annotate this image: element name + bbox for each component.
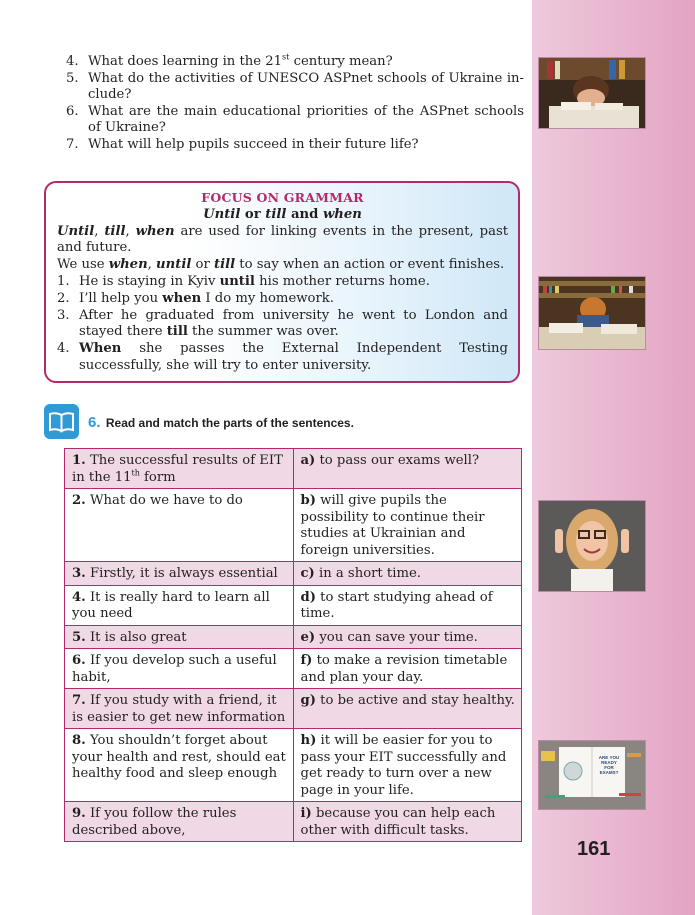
item-letter: d): [300, 589, 316, 605]
text: and: [286, 206, 323, 222]
table-cell-left: [65, 625, 294, 649]
table-cell-left: [65, 585, 294, 625]
keyword: when: [108, 257, 148, 273]
table-row: [65, 802, 522, 842]
keyword: until: [219, 273, 255, 289]
exam-photo-text: ARE YOU READY FOR EXAMS?: [598, 755, 620, 775]
question-text-part: What does learning in the 21: [88, 54, 283, 69]
text: his mother returns home.: [254, 273, 430, 289]
cell-text: will give pupils the possibility to continue their studies at Ukrainian and foreign universities.: [300, 493, 485, 558]
table-row: [65, 585, 522, 625]
focus-title: FOCUS ON GRAMMAR: [201, 190, 364, 205]
table-cell-left: [65, 489, 294, 562]
matching-table: [64, 448, 522, 842]
item-number: 9.: [72, 806, 86, 821]
table-cell-left: [65, 449, 294, 489]
keyword: when: [322, 206, 362, 222]
example-item: [57, 341, 508, 375]
table-row: [65, 489, 522, 562]
cell-text: If you follow the rules described above,: [72, 806, 237, 838]
table-cell-right: [293, 649, 522, 689]
cell-text: to make a revision timetable and plan your day.: [300, 653, 508, 685]
question-text: What do the activities of UNESCO ASPnet schools of Ukraine in-clude?: [88, 70, 524, 102]
photo-library-study: [538, 276, 646, 350]
task-instruction: Read and match the parts of the sentences.: [105, 416, 354, 430]
cell-text: because you can help each other with difficult tasks.: [300, 806, 496, 838]
keyword: till: [265, 206, 287, 222]
item-letter: f): [300, 653, 313, 668]
focus-rule-1: [57, 224, 508, 258]
table-row: [65, 689, 522, 729]
item-letter: a): [300, 453, 316, 468]
table-row: [65, 449, 522, 489]
table-cell-right: [293, 562, 522, 586]
example-number: 4.: [57, 341, 70, 357]
example-number: 1.: [57, 273, 70, 289]
example-item: [57, 291, 508, 308]
cell-text: You shouldn’t forget about your health and rest, should eat healthy food and sleep enough: [72, 733, 286, 781]
table-cell-left: [65, 689, 294, 729]
item-number: 8.: [72, 733, 86, 748]
example-item: [57, 274, 508, 291]
text: ,: [125, 223, 136, 239]
table-cell-right: [293, 489, 522, 562]
text: I do my homework.: [201, 290, 334, 306]
table-cell-left: [65, 729, 294, 802]
example-item: [57, 308, 508, 342]
photo-girl-fingers-crossed: [538, 500, 646, 592]
keyword: Until: [57, 223, 95, 239]
table-cell-right: [293, 625, 522, 649]
text: I’ll help you: [79, 290, 163, 306]
question-number: 7.: [66, 136, 79, 152]
question-number: 5.: [66, 70, 79, 86]
cell-text: Firstly, it is always essential: [85, 566, 278, 581]
cell-text: in a short time.: [314, 566, 421, 581]
table-row: [65, 649, 522, 689]
table-cell-right: [293, 449, 522, 489]
item-number: 7.: [72, 693, 86, 708]
question-number: 4.: [66, 54, 79, 69]
focus-on-grammar-box: [44, 181, 520, 383]
page-number: 161: [577, 838, 611, 860]
table-cell-left: [65, 802, 294, 842]
cell-text: If you study with a friend, it is easier to get new information: [72, 693, 286, 725]
keyword: when: [135, 223, 175, 239]
open-book-icon: [44, 404, 79, 439]
text: to say when an action or event finishes.: [235, 257, 505, 273]
keyword: Until: [203, 206, 241, 222]
keyword: till: [213, 257, 236, 273]
example-text: [79, 274, 508, 291]
text: We use: [57, 257, 109, 273]
text: After he graduated from university he went to London and stayed there: [79, 307, 508, 340]
text: or: [240, 206, 266, 222]
table-cell-right: [293, 585, 522, 625]
item-number: 4.: [72, 589, 86, 605]
table-cell-left: [65, 562, 294, 586]
cell-text: If you develop such a useful habit,: [72, 653, 277, 685]
item-number: 2.: [72, 493, 86, 508]
question-item: [66, 137, 524, 154]
question-text: What will help pupils succeed in their future life?: [88, 136, 419, 152]
text: or: [191, 257, 214, 273]
item-number: 6.: [72, 653, 86, 668]
item-number: 3.: [72, 566, 86, 581]
text: ,: [94, 223, 105, 239]
task-number: 6.: [88, 414, 101, 431]
example-text: [79, 308, 508, 342]
focus-rule-2: [57, 257, 508, 274]
item-letter: g): [300, 693, 316, 708]
focus-subtitle: [57, 207, 508, 224]
photo-exam-desk: [538, 740, 646, 810]
cell-text: to be active and stay healthy.: [315, 693, 515, 708]
cell-text: form: [139, 469, 176, 485]
text: the summer was over.: [187, 324, 339, 340]
table-cell-right: [293, 802, 522, 842]
text: He is staying in Kyiv: [79, 273, 220, 289]
superscript: th: [131, 468, 140, 478]
keyword: till: [104, 223, 126, 239]
item-letter: i): [300, 806, 312, 821]
table-row: [65, 625, 522, 649]
question-text: What are the main educational priorities of the ASPnet schools of Ukraine?: [88, 103, 524, 135]
example-number: 3.: [57, 307, 70, 323]
question-text: [88, 54, 524, 71]
text: she passes the External Independent Testing successfully, she will try to enter university.: [79, 341, 508, 373]
keyword: till: [166, 324, 188, 340]
question-number: 6.: [66, 103, 79, 119]
item-letter: b): [300, 493, 316, 508]
question-item: [66, 54, 524, 71]
keyword: until: [156, 257, 192, 273]
example-number: 2.: [57, 290, 70, 306]
table-cell-right: [293, 729, 522, 802]
text: ,: [147, 257, 157, 273]
table-row: [65, 729, 522, 802]
table-cell-right: [293, 689, 522, 729]
photo-tired-student: [538, 57, 646, 129]
text: are used for linking events in the present, past and future.: [57, 223, 509, 256]
example-text: [79, 341, 508, 375]
question-item: [66, 104, 524, 137]
cell-text: What do we have to do: [85, 493, 243, 508]
question-item: [66, 71, 524, 104]
cell-text: to start studying ahead of time.: [300, 589, 493, 621]
cell-text: It is also great: [85, 629, 187, 645]
superscript: st: [282, 52, 290, 62]
cell-text: to pass our exams well?: [315, 453, 480, 468]
cell-text: The successful results of EIT in the 11: [72, 453, 283, 485]
item-letter: c): [300, 566, 315, 581]
item-number: 5.: [72, 629, 86, 645]
cell-text: you can save your time.: [315, 629, 478, 645]
example-text: [79, 291, 508, 308]
table-cell-left: [65, 649, 294, 689]
cell-text: it will be easier for you to pass your EIT successfully and get ready to turn over a new page in your life.: [300, 733, 507, 798]
item-letter: h): [300, 733, 317, 748]
table-row: [65, 562, 522, 586]
keyword: when: [162, 290, 202, 306]
questions-list: [66, 54, 524, 153]
task-heading: [88, 414, 354, 431]
question-text-part: century mean?: [289, 54, 393, 69]
cell-text: It is really hard to learn all you need: [72, 589, 270, 621]
item-letter: e): [300, 629, 316, 645]
keyword: When: [79, 341, 122, 357]
item-number: 1.: [72, 453, 86, 468]
